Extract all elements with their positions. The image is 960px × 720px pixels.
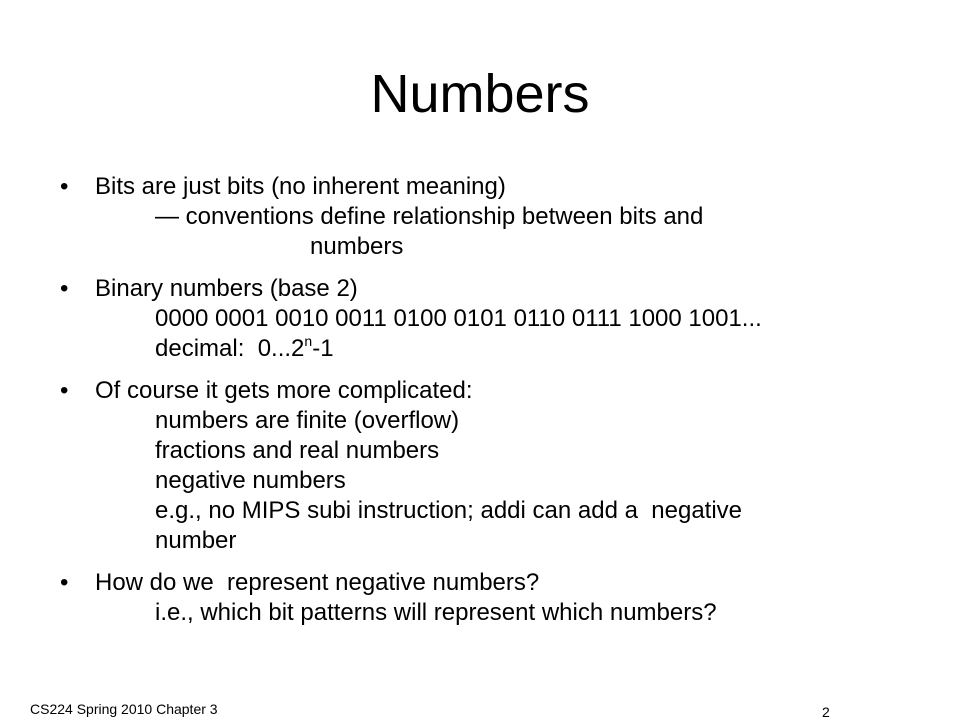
bullet-dot: • [60,275,69,302]
bullet-subline: numbers are finite (overflow) [155,407,460,434]
decimal-prefix: decimal: 0...2 [155,335,305,362]
bullet-lead: Binary numbers (base 2) [95,275,358,302]
bullet-subline: numbers [310,233,404,260]
bullet-dot: • [60,569,69,596]
bullet-subline: negative numbers [155,467,346,494]
decimal-suffix: -1 [312,335,334,362]
bullet-subline: fractions and real numbers [155,437,440,464]
bullet-negative [60,568,940,628]
slide-title: Numbers [370,64,590,124]
bullet-complicated [60,376,940,556]
bullet-lead: Bits are just bits (no inherent meaning) [95,173,506,200]
bullet-lead: How do we represent negative numbers? [95,569,540,596]
bullet-dot: • [60,173,69,200]
bullet-subline: e.g., no MIPS subi instruction; addi can add a negative [155,497,743,524]
bullet-lead: Of course it gets more complicated: [95,377,473,404]
bullet-dot: • [60,377,69,404]
decimal-range [95,334,940,364]
page-number: 2 [822,704,830,720]
footer-course: CS224 Spring 2010 Chapter 3 [30,701,218,717]
bullet-subline: number [155,527,237,554]
bullet-subline: — conventions define relationship between bits and [155,203,704,230]
decimal-exponent: n [304,333,313,349]
bullet-subline: 0000 0001 0010 0011 0100 0101 0110 0111 1000 1001... [155,305,762,332]
slide-body [60,172,940,640]
bullet-bits [60,172,940,262]
bullet-subline: i.e., which bit patterns will represent which numbers? [155,599,717,626]
bullet-binary [60,274,940,364]
